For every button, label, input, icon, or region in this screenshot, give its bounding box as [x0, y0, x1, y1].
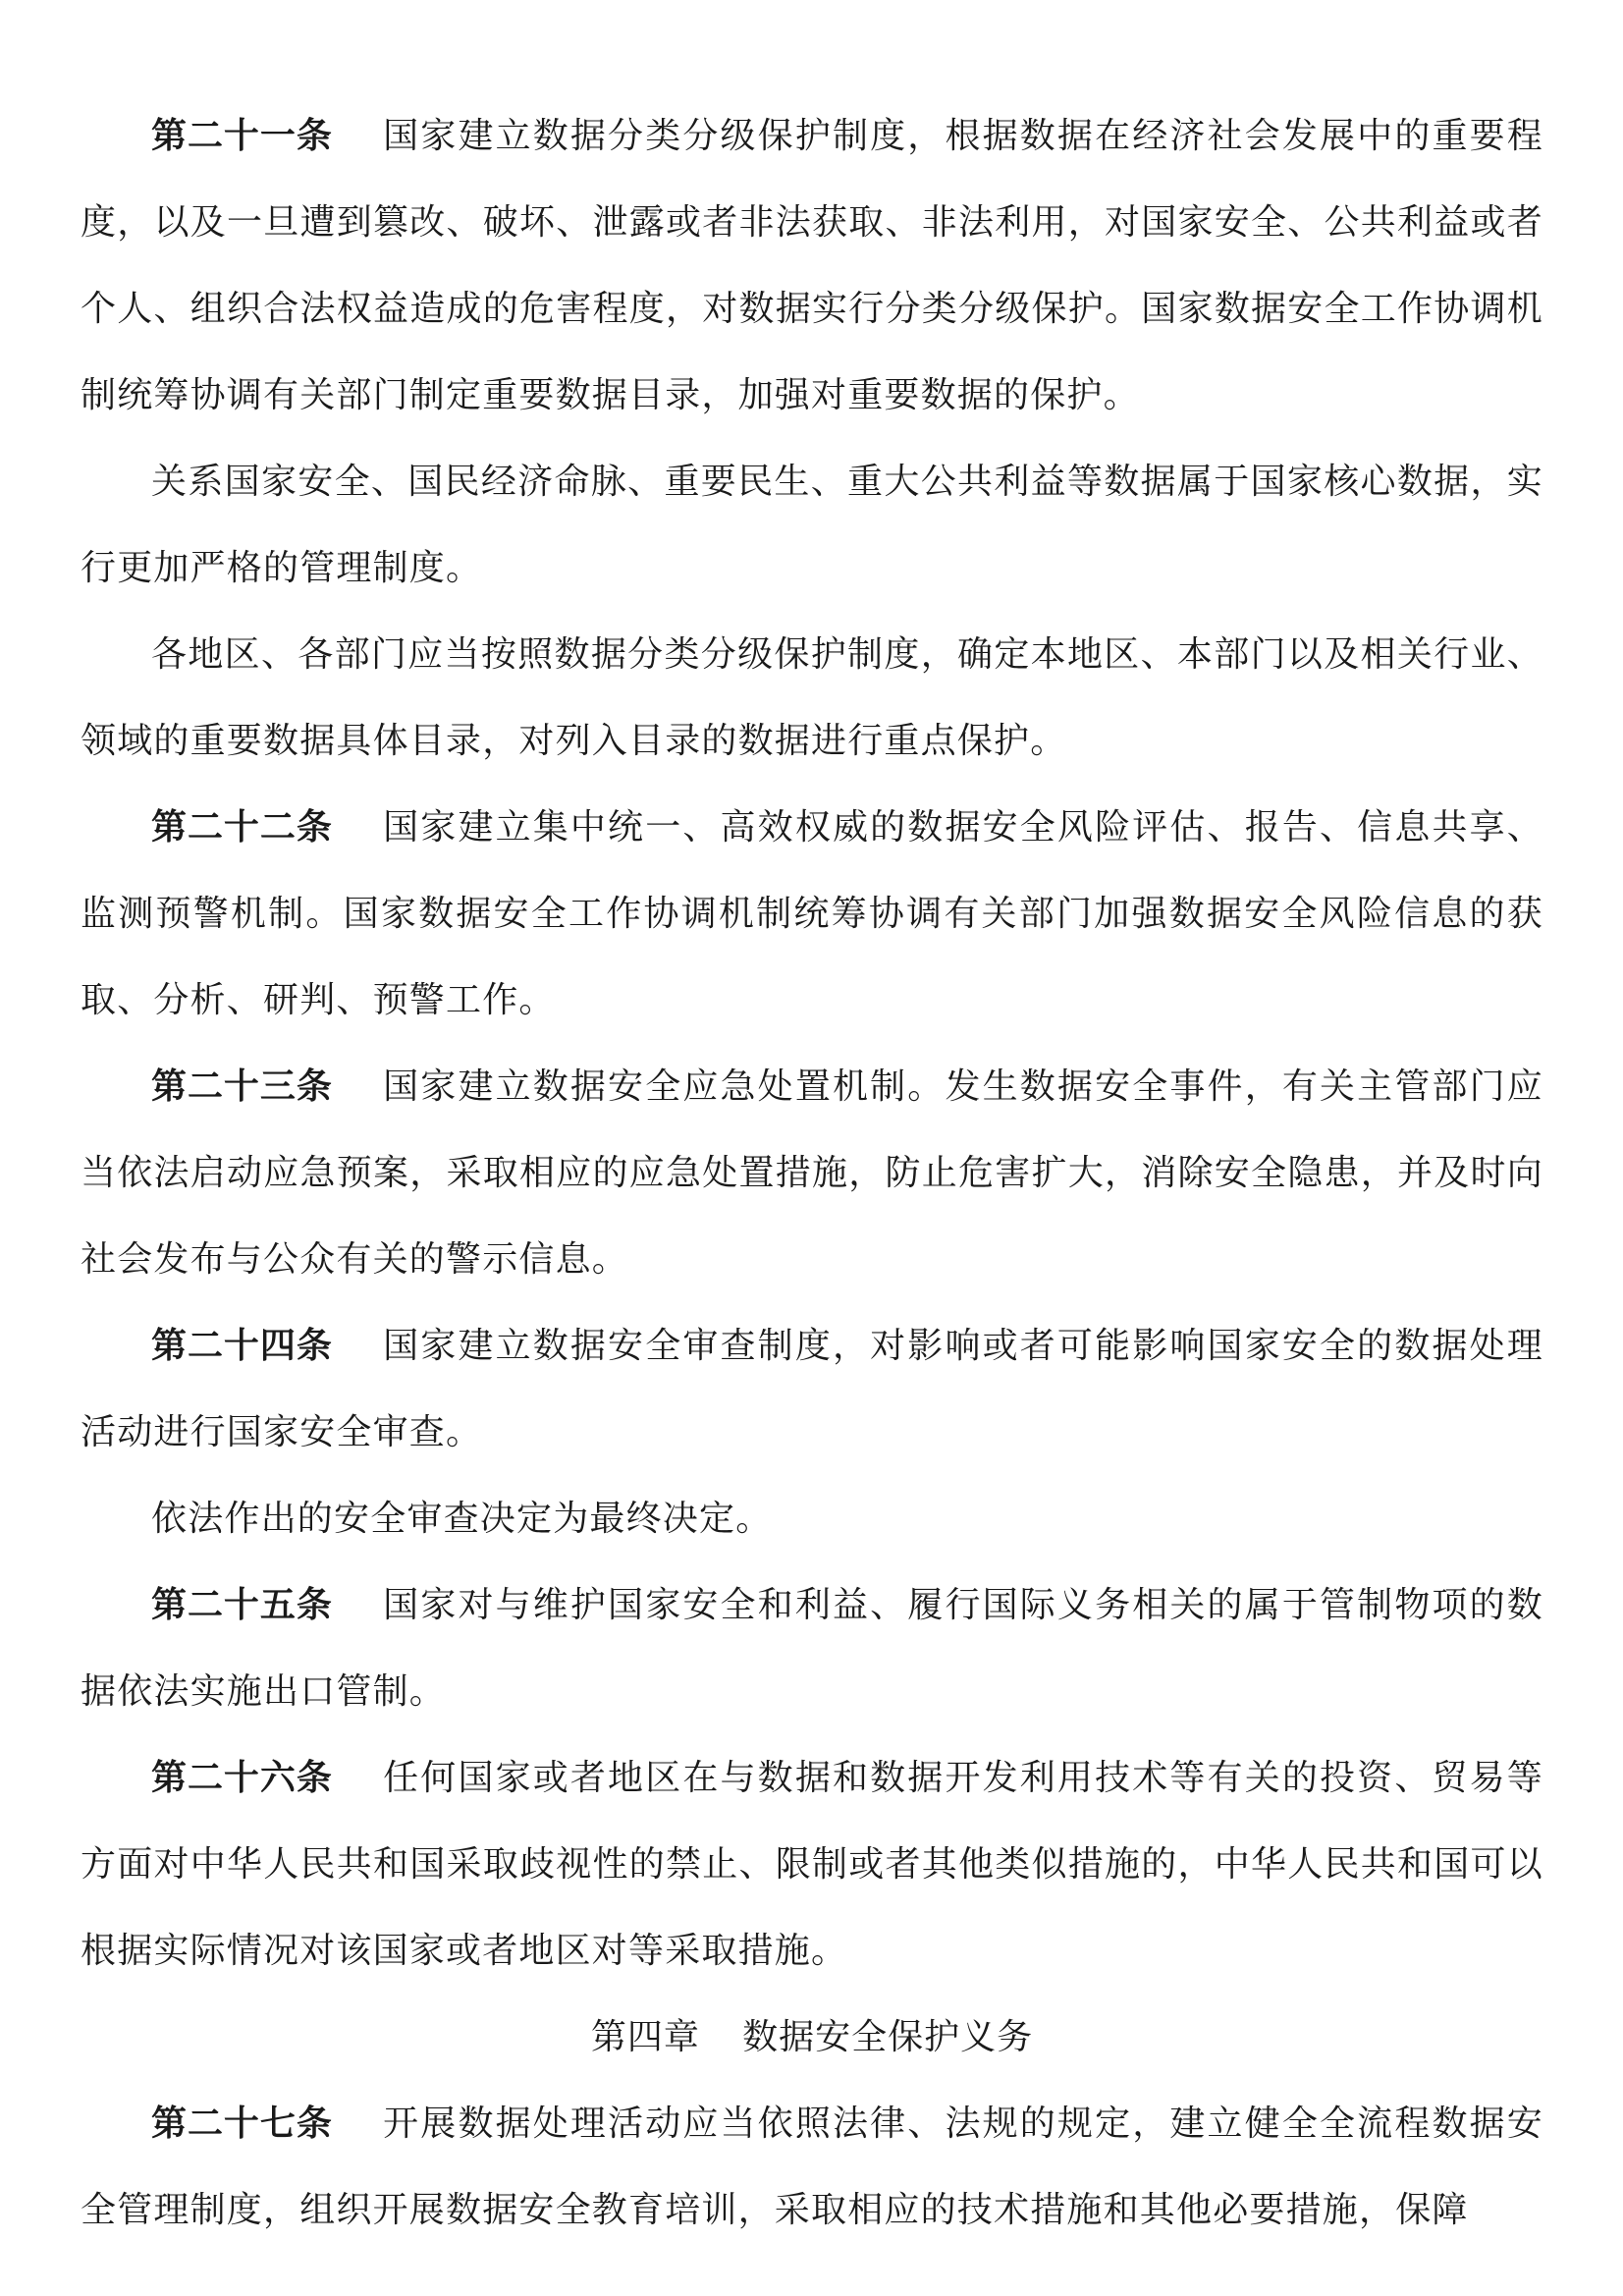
article-number: 第二十四条 [151, 1326, 333, 1366]
paragraph-final-decision [81, 1476, 1543, 1562]
chapter-heading [81, 1995, 1543, 2081]
chapter-title: 数据安全保护义务 [742, 2017, 1034, 2057]
article-number: 第二十三条 [151, 1066, 333, 1107]
article-27 [81, 2081, 1543, 2254]
article-text: 国家建立数据安全审查制度，对影响或者可能影响国家安全的数据处理活动进行国家安全审查。 [81, 1326, 1543, 1452]
article-text: 国家建立集中统一、高效权威的数据安全风险评估、报告、信息共享、监测预警机制。国家数据安全工作协调机制统筹协调有关部门加强数据安全风险信息的获取、分析、研判、预警工作。 [81, 807, 1543, 1020]
paragraph-core-data [81, 439, 1543, 612]
article-text: 开展数据处理活动应当依照法律、法规的规定，建立健全全流程数据安全管理制度，组织开展数据安全教育培训，采取相应的技术措施和其他必要措施，保障 [81, 2104, 1543, 2230]
article-25 [81, 1562, 1543, 1735]
paragraph-text: 关系国家安全、国民经济命脉、重要民生、重大公共利益等数据属于国家核心数据，实行更加严格的管理制度。 [81, 462, 1543, 588]
article-23 [81, 1044, 1543, 1303]
article-26 [81, 1735, 1543, 1995]
paragraph-regional-catalog [81, 612, 1543, 785]
article-22 [81, 785, 1543, 1044]
article-text: 国家建立数据分类分级保护制度，根据数据在经济社会发展中的重要程度，以及一旦遭到篡改、破坏、泄露或者非法获取、非法利用，对国家安全、公共利益或者个人、组织合法权益造成的危害程度，对数据实行分类分级保护。国家数据安全工作协调机制统筹协调有关部门制定重要数据目录，加强对重要数据的保护。 [81, 116, 1543, 415]
article-number: 第二十五条 [151, 1585, 333, 1625]
paragraph-text: 各地区、各部门应当按照数据分类分级保护制度，确定本地区、本部门以及相关行业、领域的重要数据具体目录，对列入目录的数据进行重点保护。 [81, 634, 1543, 761]
article-21 [81, 93, 1543, 439]
article-text: 国家建立数据安全应急处置机制。发生数据安全事件，有关主管部门应当依法启动应急预案，采取相应的应急处置措施，防止危害扩大，消除安全隐患，并及时向社会发布与公众有关的警示信息。 [81, 1066, 1543, 1280]
article-24 [81, 1303, 1543, 1476]
document-body [81, 93, 1543, 2254]
article-text: 国家对与维护国家安全和利益、履行国际义务相关的属于管制物项的数据依法实施出口管制。 [81, 1585, 1543, 1712]
article-text: 任何国家或者地区在与数据和数据开发利用技术等有关的投资、贸易等方面对中华人民共和国采取歧视性的禁止、限制或者其他类似措施的，中华人民共和国可以根据实际情况对该国家或者地区对等采取措施。 [81, 1758, 1543, 1971]
article-number: 第二十七条 [151, 2104, 333, 2144]
article-number: 第二十二条 [151, 807, 333, 847]
article-number: 第二十六条 [151, 1758, 333, 1798]
paragraph-text: 依法作出的安全审查决定为最终决定。 [151, 1499, 773, 1539]
chapter-number: 第四章 [590, 2017, 700, 2057]
article-number: 第二十一条 [151, 116, 333, 156]
